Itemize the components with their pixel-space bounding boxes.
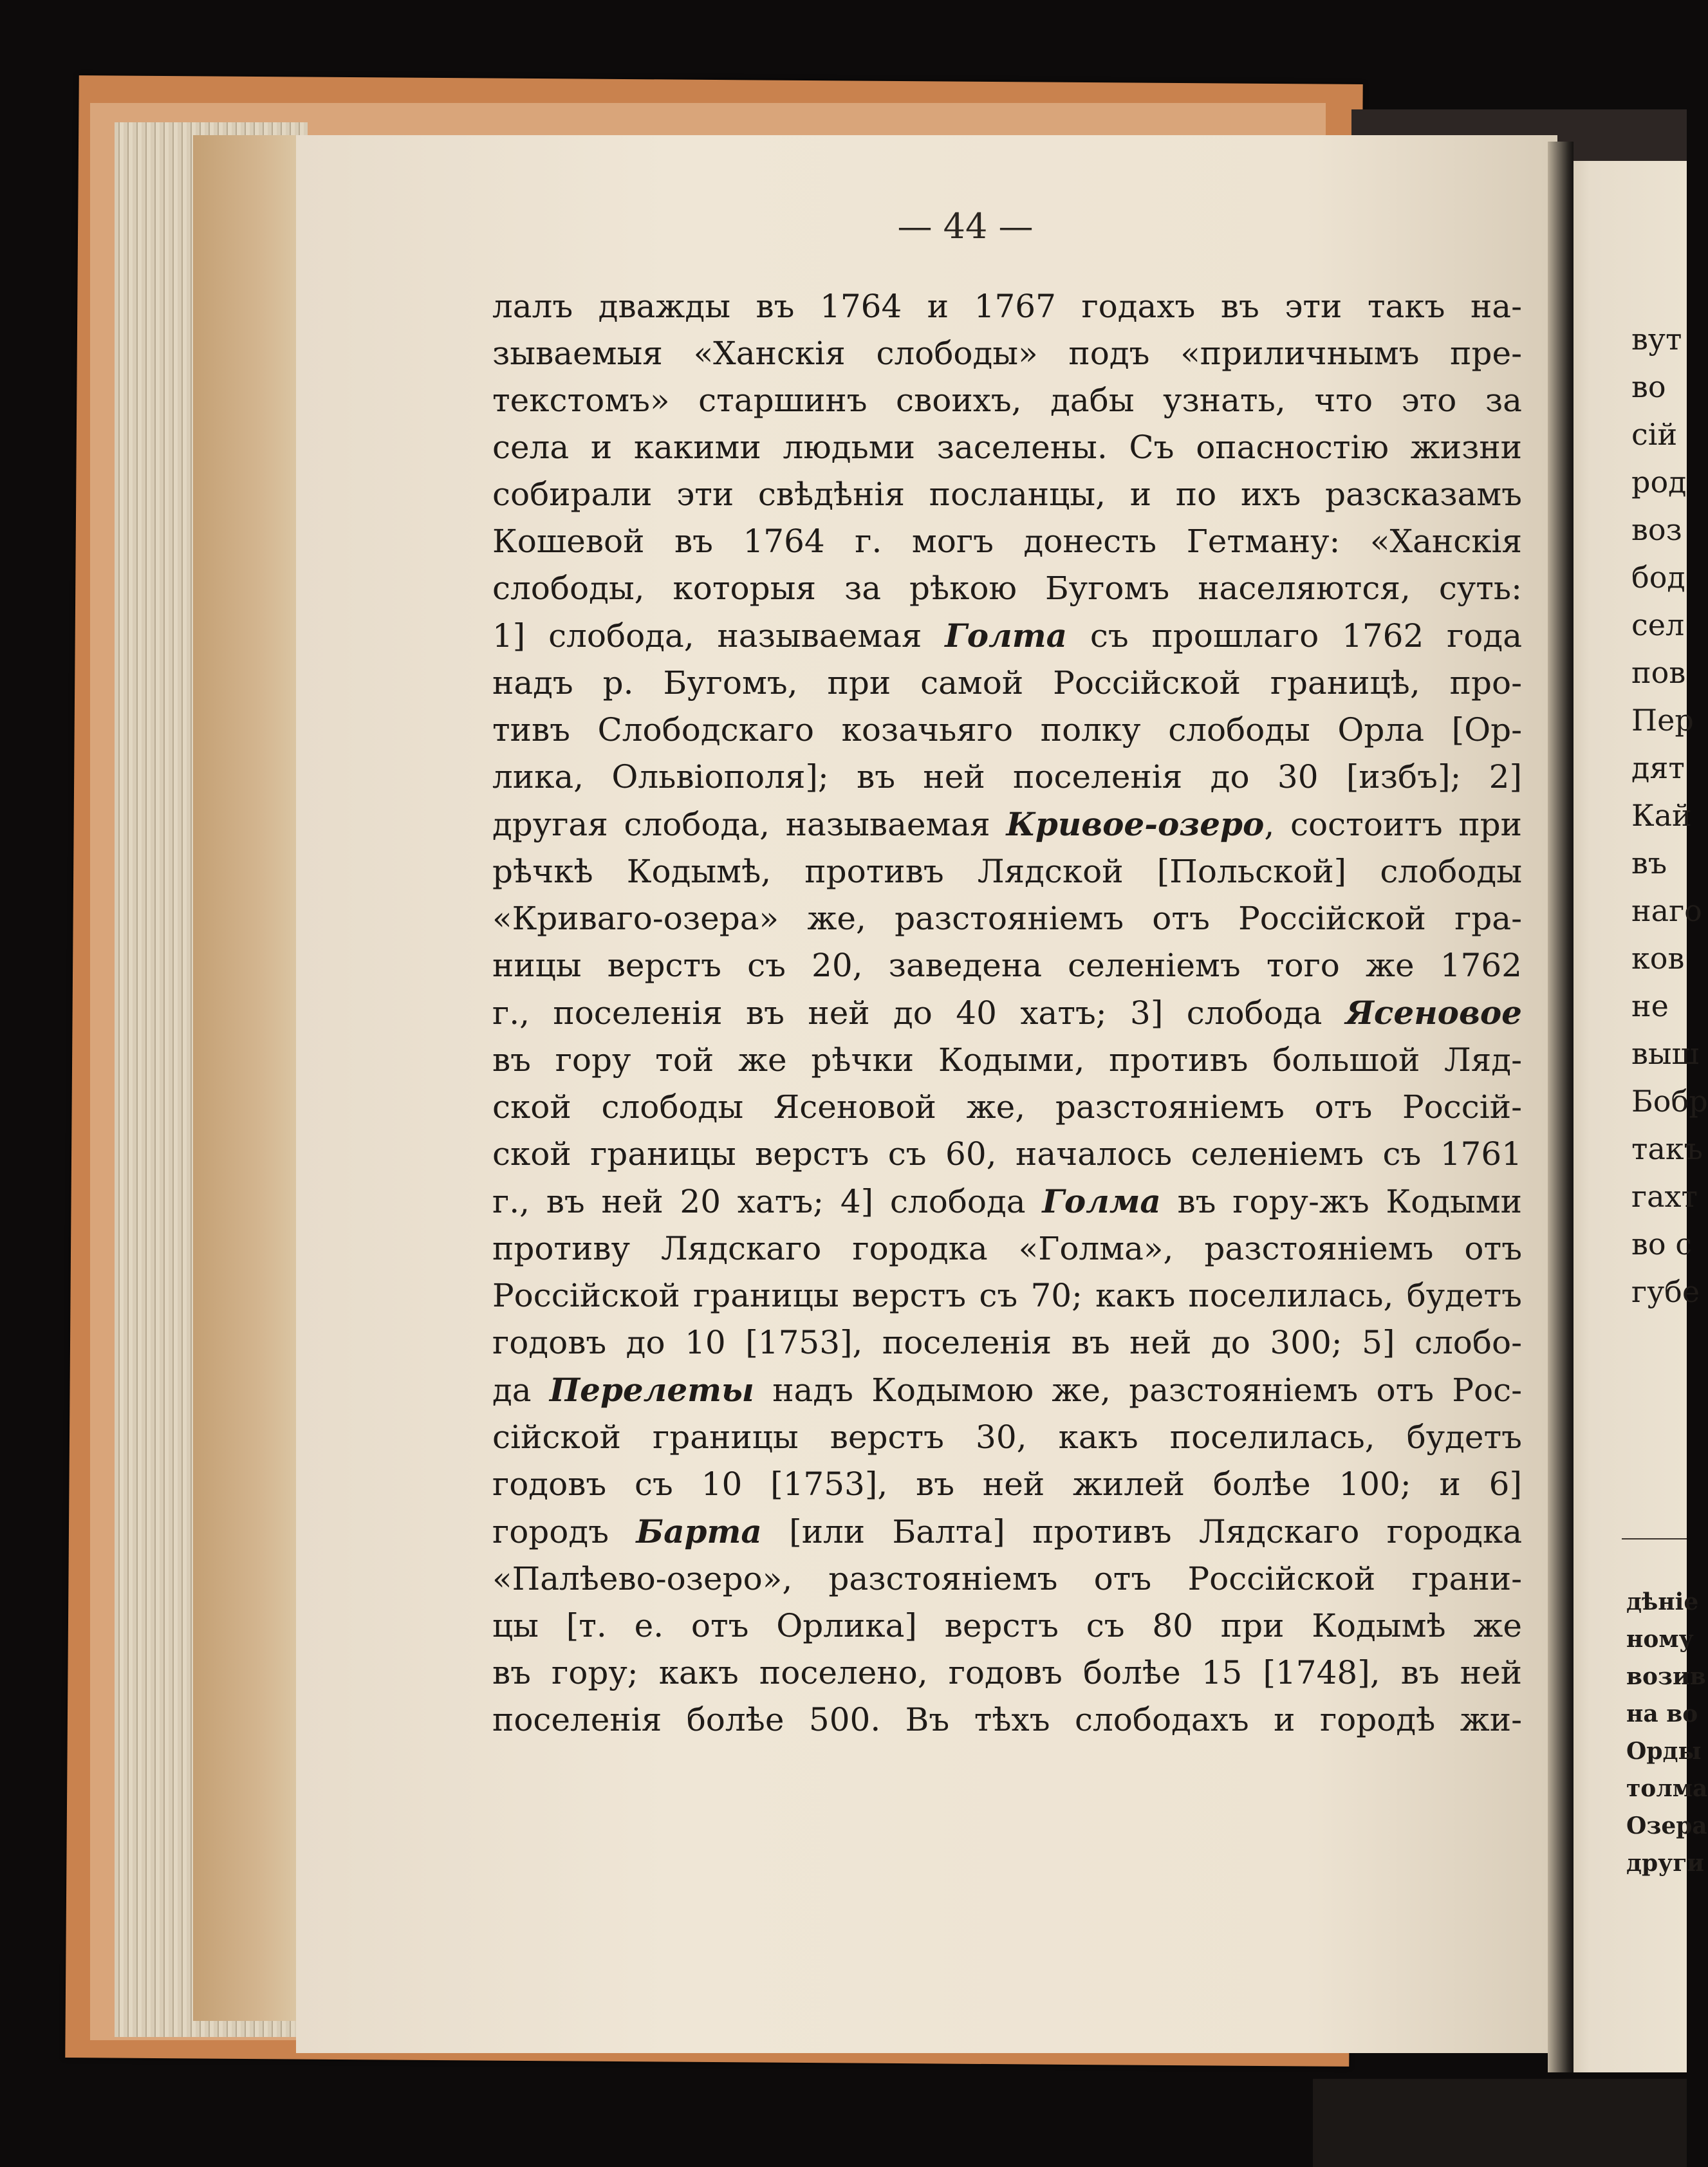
text-line: сійской границы верстъ 30, какъ поселилась, будетъ bbox=[492, 1418, 1522, 1456]
right-page-line: сій bbox=[1631, 417, 1678, 452]
place-name: Перелеты bbox=[549, 1371, 754, 1409]
right-page-line: Кай bbox=[1631, 798, 1692, 833]
right-page-line: въ bbox=[1631, 846, 1667, 880]
text-line: поселенія болѣе 500. Въ тѣхъ слободахъ и городѣ жи- bbox=[492, 1701, 1522, 1738]
right-page-line: Бобр bbox=[1631, 1084, 1708, 1119]
text-line: г., поселенія въ ней до 40 хатъ; 3] слобода Ясеновое bbox=[492, 994, 1522, 1032]
right-page-line: воз bbox=[1631, 512, 1682, 547]
page-body-text bbox=[492, 283, 1522, 1744]
text-line: зываемыя «Ханскія слободы» подъ «приличнымъ пре- bbox=[492, 335, 1522, 372]
text-line: села и какими людьми заселены. Съ опасностію жизни bbox=[492, 429, 1522, 466]
text-line: лалъ дважды въ 1764 и 1767 годахъ въ эти такъ на- bbox=[492, 288, 1522, 325]
right-page-line: ков bbox=[1631, 941, 1685, 976]
right-page-footnote-line: на во bbox=[1626, 1700, 1698, 1727]
text-line: надъ р. Бугомъ, при самой Россійской границѣ, про- bbox=[492, 664, 1522, 702]
text-line: Кошевой въ 1764 г. могъ донесть Гетману: «Ханскія bbox=[492, 523, 1522, 560]
right-page-footnote-line: ному bbox=[1626, 1626, 1694, 1653]
text-line: лика, Ольвіополя]; въ ней поселенія до 30 [избъ]; 2] bbox=[492, 758, 1522, 795]
footnote-divider bbox=[1622, 1538, 1687, 1539]
right-page-footnotes bbox=[1626, 1583, 1708, 1882]
right-page-text bbox=[1631, 315, 1708, 1316]
right-page-line: выш bbox=[1631, 1036, 1700, 1071]
text-line: другая слобода, называемая Кривое-озеро, состоитъ при bbox=[492, 805, 1523, 843]
right-page-line: Пер bbox=[1631, 703, 1694, 738]
right-page-line: во с bbox=[1631, 1227, 1692, 1261]
right-page-line: губе bbox=[1631, 1274, 1700, 1309]
text-line: ницы верстъ съ 20, заведена селеніемъ того же 1762 bbox=[492, 947, 1522, 984]
text-line: въ гору; какъ поселено, годовъ болѣе 15 [1748], въ ней bbox=[492, 1654, 1522, 1691]
right-page-line: бод bbox=[1631, 560, 1685, 595]
right-page-footnote-line: возив bbox=[1626, 1663, 1706, 1690]
page-stack-edge bbox=[193, 135, 302, 2021]
right-page-footnote-line: други bbox=[1626, 1850, 1704, 1877]
text-line: годовъ до 10 [1753], поселенія въ ней до 300; 5] слобо- bbox=[492, 1324, 1522, 1361]
text-line: городъ Барта [или Балта] противъ Лядскаго городка bbox=[492, 1512, 1523, 1550]
right-page-line: вут bbox=[1631, 322, 1682, 357]
right-page-line: пов bbox=[1631, 655, 1686, 690]
text-line: ской слободы Ясеновой же, разстояніемъ отъ Россій- bbox=[492, 1088, 1522, 1126]
text-line: Россійской границы верстъ съ 70; какъ поселилась, будетъ bbox=[492, 1277, 1522, 1314]
book-gutter bbox=[1548, 142, 1573, 2072]
right-page-line: род bbox=[1631, 465, 1687, 499]
place-name: Голма bbox=[1042, 1182, 1161, 1220]
text-line: въ гору той же рѣчки Кодыми, противъ большой Ляд- bbox=[492, 1041, 1522, 1079]
right-page-footnote-line: толма bbox=[1626, 1775, 1708, 1802]
place-name: Голта bbox=[945, 617, 1068, 655]
right-page-line: дят bbox=[1631, 750, 1685, 785]
place-name: Кривое-озеро bbox=[1006, 805, 1265, 843]
text-line: 1] слобода, называемая Голта съ прошлаго 1762 года bbox=[492, 617, 1522, 655]
right-page-line: во bbox=[1631, 369, 1666, 404]
right-page-line: гахт bbox=[1631, 1179, 1698, 1214]
text-line: «Палѣево-озеро», разстояніемъ отъ Россійской грани- bbox=[492, 1560, 1522, 1597]
text-line: г., въ ней 20 хатъ; 4] слобода Голма въ гору-жъ Кодыми bbox=[492, 1182, 1522, 1220]
right-page-line: такъ bbox=[1631, 1131, 1703, 1166]
right-page-line: не bbox=[1631, 989, 1669, 1023]
right-page-footnote-line: Озера bbox=[1626, 1812, 1707, 1839]
right-page-line: наго bbox=[1631, 893, 1702, 928]
text-line: цы [т. е. отъ Орлика] верстъ съ 80 при Кодымѣ же bbox=[492, 1607, 1522, 1644]
text-line: да Перелеты надъ Кодымою же, разстояніемъ отъ Рос- bbox=[492, 1371, 1522, 1409]
text-line: «Криваго-озера» же, разстояніемъ отъ Россійской гра- bbox=[492, 900, 1522, 937]
text-line: рѣчкѣ Кодымѣ, противъ Лядской [Польской] слободы bbox=[492, 853, 1522, 890]
text-line: собирали эти свѣдѣнія посланцы, и по ихъ разсказамъ bbox=[492, 476, 1522, 513]
page-number: — 44 — bbox=[897, 206, 1034, 246]
text-line: ской границы верстъ съ 60, началось селеніемъ съ 1761 bbox=[492, 1135, 1522, 1173]
spine-bottom bbox=[1313, 2079, 1687, 2167]
text-line: противу Лядскаго городка «Голма», разстояніемъ отъ bbox=[492, 1230, 1522, 1267]
text-line: текстомъ» старшинъ своихъ, дабы узнать, что это за bbox=[492, 382, 1522, 419]
text-line: годовъ съ 10 [1753], въ ней жилей болѣе 100; и 6] bbox=[492, 1465, 1522, 1503]
right-page-footnote-line: дѣніе bbox=[1626, 1588, 1699, 1615]
place-name: Барта bbox=[636, 1512, 762, 1550]
text-line: тивъ Слободскаго козачьяго полку слободы Орла [Ор- bbox=[492, 711, 1522, 749]
right-page-line: сел bbox=[1631, 608, 1685, 642]
text-line: слободы, которыя за рѣкою Бугомъ населяются, суть: bbox=[492, 570, 1522, 607]
right-page-footnote-line: Орды bbox=[1626, 1738, 1702, 1765]
place-name: Ясеновое bbox=[1345, 994, 1522, 1032]
